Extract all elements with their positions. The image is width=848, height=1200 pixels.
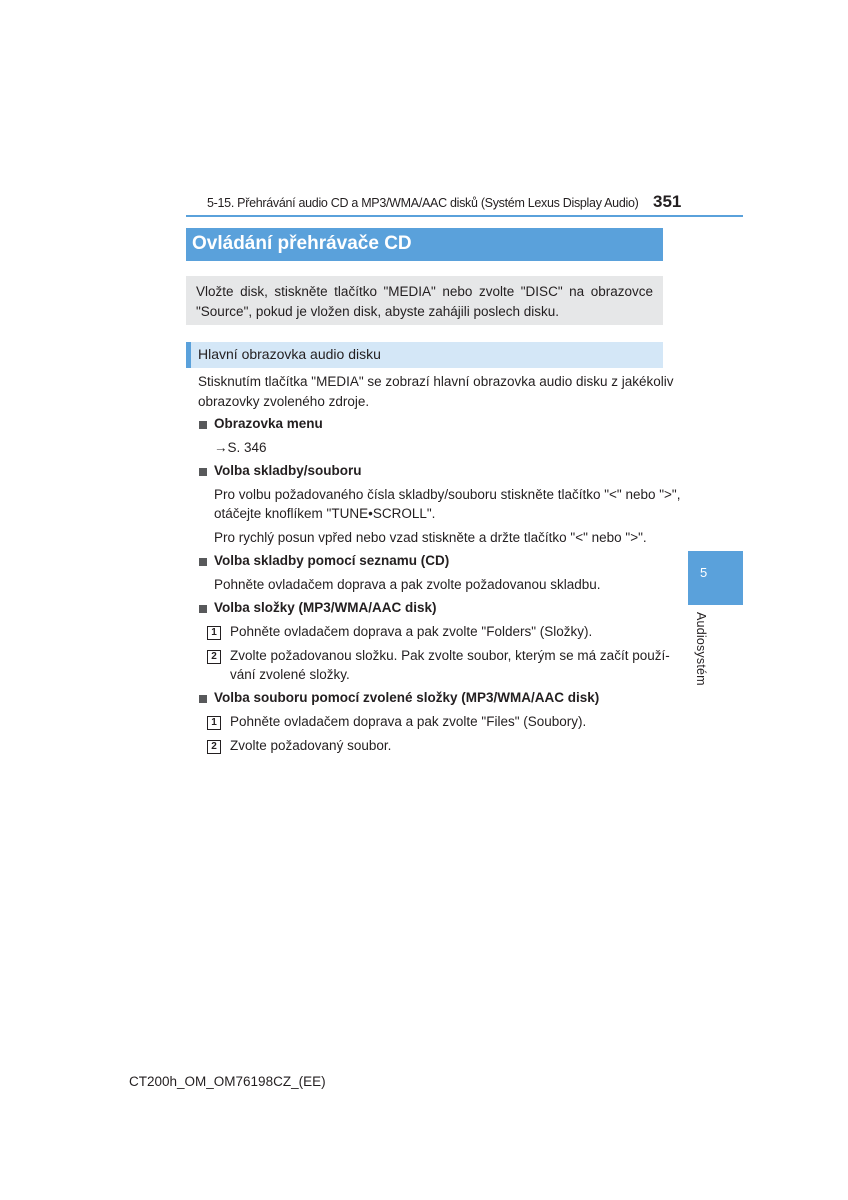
item-track-title: Volba skladby/souboru [214, 463, 362, 478]
footer-code: CT200h_OM_OM76198CZ_(EE) [129, 1074, 326, 1089]
running-head: 5-15. Přehrávání audio CD a MP3/WMA/AAC disků (Systém Lexus Display Audio) [207, 196, 639, 210]
item-list-title: Volba skladby pomocí seznamu (CD) [214, 553, 450, 568]
item-track-line2: otáčejte knoflíkem "TUNE•SCROLL". [214, 506, 436, 521]
square-bullet-icon [199, 421, 207, 429]
chapter-label: Audiosystém [694, 612, 708, 686]
subsection-title: Hlavní obrazovka audio disku [198, 346, 381, 362]
subsection-paragraph-line2: obrazovky zvoleného zdroje. [198, 394, 370, 409]
section-title: Ovládání přehrávače CD [192, 233, 412, 254]
item-folder-step2-line2: vání zvolené složky. [230, 667, 350, 682]
item-menu-title: Obrazovka menu [214, 416, 323, 431]
square-bullet-icon [199, 695, 207, 703]
chapter-number: 5 [700, 565, 708, 580]
item-file-step2: Zvolte požadovaný soubor. [230, 738, 392, 753]
header-rule [186, 215, 743, 217]
item-menu-reference: →S. 346 [214, 440, 267, 455]
item-file-title: Volba souboru pomocí zvolené složky (MP3/WMA/AAC disk) [214, 690, 600, 705]
step-2-icon: 2 [207, 740, 221, 754]
item-file-step1: Pohněte ovladačem doprava a pak zvolte "Files" (Soubory). [230, 714, 587, 729]
item-folder-step2-line1: Zvolte požadovanou složku. Pak zvolte soubor, kterým se má začít použí- [230, 648, 670, 663]
step-1-icon: 1 [207, 626, 221, 640]
square-bullet-icon [199, 558, 207, 566]
item-list-text: Pohněte ovladačem doprava a pak zvolte požadovanou skladbu. [214, 577, 601, 592]
square-bullet-icon [199, 605, 207, 613]
item-track-line3: Pro rychlý posun vpřed nebo vzad stiskněte a držte tlačítko "<" nebo ">". [214, 530, 647, 545]
section-title-bar [186, 228, 663, 261]
intro-box: Vložte disk, stiskněte tlačítko "MEDIA" nebo zvolte "DISC" na obrazovce "Source", pokud je vložen disk, abyste zahájili poslech disku. [186, 276, 663, 325]
subsection-paragraph-line1: Stisknutím tlačítka "MEDIA" se zobrazí hlavní obrazovka audio disku z jakékoliv [198, 374, 674, 389]
subsection-title-bar [186, 342, 663, 368]
item-track-line1: Pro volbu požadovaného čísla skladby/souboru stiskněte tlačítko "<" nebo ">", [214, 487, 681, 502]
square-bullet-icon [199, 468, 207, 476]
item-folder-title: Volba složky (MP3/WMA/AAC disk) [214, 600, 437, 615]
chapter-tab [688, 551, 743, 605]
page-number: 351 [653, 192, 682, 211]
item-folder-step1: Pohněte ovladačem doprava a pak zvolte "Folders" (Složky). [230, 624, 593, 639]
step-1-icon: 1 [207, 716, 221, 730]
step-2-icon: 2 [207, 650, 221, 664]
